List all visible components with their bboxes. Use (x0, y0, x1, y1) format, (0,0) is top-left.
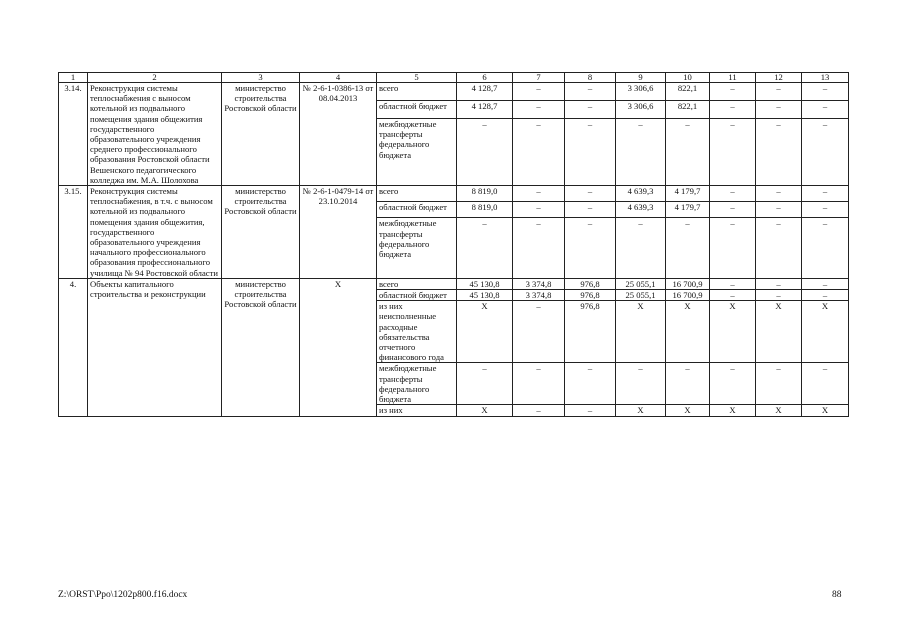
funding-source-label: межбюджетные трансферты федерального бюджета (377, 363, 457, 405)
value-cell: 822,1 (666, 83, 710, 101)
funding-source-label: всего (377, 83, 457, 101)
value-cell: – (802, 278, 849, 289)
value-cell: 4 639,3 (616, 186, 666, 202)
value-cell: – (565, 118, 616, 185)
value-cell: 3 306,6 (616, 83, 666, 101)
value-cell: – (802, 218, 849, 278)
funding-source-label: всего (377, 278, 457, 289)
value-cell: – (565, 363, 616, 405)
value-cell: – (756, 278, 802, 289)
value-cell: 16 700,9 (666, 278, 710, 289)
column-number-cell: 13 (802, 73, 849, 83)
value-cell: – (565, 83, 616, 101)
value-cell: Х (616, 301, 666, 363)
value-cell: – (802, 290, 849, 301)
column-number-cell: 8 (565, 73, 616, 83)
value-cell: – (666, 363, 710, 405)
value-cell: – (565, 100, 616, 118)
funding-source-label: областной бюджет (377, 290, 457, 301)
value-cell: 822,1 (666, 100, 710, 118)
value-cell: – (565, 186, 616, 202)
value-cell: Х (666, 405, 710, 416)
document-ref: Х (300, 278, 377, 416)
value-cell: – (802, 202, 849, 218)
value-cell: 976,8 (565, 290, 616, 301)
table-row (59, 186, 849, 202)
column-number-row (59, 73, 849, 83)
value-cell: – (513, 405, 565, 416)
value-cell: – (802, 100, 849, 118)
funding-source-label: межбюджетные трансферты федерального бюджета (377, 218, 457, 278)
value-cell: – (616, 363, 666, 405)
value-cell: – (513, 83, 565, 101)
value-cell: – (710, 118, 756, 185)
value-cell: – (756, 202, 802, 218)
value-cell: 4 128,7 (457, 83, 513, 101)
value-cell: 976,8 (565, 278, 616, 289)
value-cell: – (457, 363, 513, 405)
value-cell: Х (616, 405, 666, 416)
funding-source-label: областной бюджет (377, 100, 457, 118)
value-cell: – (802, 83, 849, 101)
value-cell: – (756, 83, 802, 101)
value-cell: – (710, 83, 756, 101)
value-cell: – (565, 405, 616, 416)
value-cell: – (513, 186, 565, 202)
responsible-org: министерство строительства Ростовской области (222, 278, 300, 416)
value-cell: 25 055,1 (616, 290, 666, 301)
value-cell: 45 130,8 (457, 290, 513, 301)
value-cell: – (802, 186, 849, 202)
value-cell: – (513, 100, 565, 118)
funding-source-label: из них (377, 405, 457, 416)
value-cell: Х (802, 405, 849, 416)
value-cell: 976,8 (565, 301, 616, 363)
value-cell: 25 055,1 (616, 278, 666, 289)
value-cell: – (756, 218, 802, 278)
table-body (59, 73, 849, 417)
column-number-cell: 11 (710, 73, 756, 83)
item-number: 3.15. (59, 186, 88, 279)
responsible-org: министерство строительства Ростовской области (222, 83, 300, 186)
item-number: 3.14. (59, 83, 88, 186)
item-number: 4. (59, 278, 88, 416)
value-cell: 8 819,0 (457, 202, 513, 218)
value-cell: Х (802, 301, 849, 363)
item-name: Реконструкция системы теплоснабжения с выносом котельной из подвального помещения здания общежития государственного образовательного учреждения среднего профессионального образования Ростовской области Вешенского педагогического колледжа им. М.А. Шолохова (88, 83, 222, 186)
column-number-cell: 3 (222, 73, 300, 83)
document-ref: № 2-6-1-0386-13 от 08.04.2013 (300, 83, 377, 186)
item-name: Реконструкция системы теплоснабжения, в т.ч. с выносом котельной из подвального помещения здания общежития, государственного образовательного учреждения начального профессионального образования профессионального училища № 94 Ростовской области (88, 186, 222, 279)
column-number-cell: 5 (377, 73, 457, 83)
value-cell: – (616, 218, 666, 278)
funding-source-label: всего (377, 186, 457, 202)
value-cell: – (756, 118, 802, 185)
value-cell: – (802, 118, 849, 185)
value-cell: – (666, 218, 710, 278)
value-cell: – (710, 290, 756, 301)
column-number-cell: 7 (513, 73, 565, 83)
value-cell: Х (710, 301, 756, 363)
value-cell: Х (710, 405, 756, 416)
value-cell: 4 639,3 (616, 202, 666, 218)
value-cell: – (710, 186, 756, 202)
value-cell: – (513, 218, 565, 278)
value-cell: – (756, 290, 802, 301)
column-number-cell: 9 (616, 73, 666, 83)
footer-page-number: 88 (832, 590, 842, 600)
value-cell: – (756, 363, 802, 405)
value-cell: – (513, 118, 565, 185)
value-cell: – (616, 118, 666, 185)
value-cell: – (710, 218, 756, 278)
value-cell: 45 130,8 (457, 278, 513, 289)
column-number-cell: 4 (300, 73, 377, 83)
document-ref: № 2-6-1-0479-14 от 23.10.2014 (300, 186, 377, 279)
value-cell: – (457, 118, 513, 185)
value-cell: – (710, 100, 756, 118)
item-name: Объекты капитального строительства и реконструкции (88, 278, 222, 416)
column-number-cell: 12 (756, 73, 802, 83)
value-cell: – (513, 301, 565, 363)
value-cell: – (710, 363, 756, 405)
value-cell: – (802, 363, 849, 405)
value-cell: Х (756, 405, 802, 416)
value-cell: 3 374,8 (513, 278, 565, 289)
value-cell: – (457, 218, 513, 278)
value-cell: Х (666, 301, 710, 363)
value-cell: – (513, 363, 565, 405)
value-cell: Х (756, 301, 802, 363)
value-cell: Х (457, 301, 513, 363)
responsible-org: министерство строительства Ростовской области (222, 186, 300, 279)
value-cell: – (756, 186, 802, 202)
column-number-cell: 2 (88, 73, 222, 83)
table-row (59, 278, 849, 289)
value-cell: 16 700,9 (666, 290, 710, 301)
value-cell: 4 179,7 (666, 186, 710, 202)
value-cell: – (666, 118, 710, 185)
value-cell: – (565, 218, 616, 278)
value-cell: – (710, 278, 756, 289)
column-number-cell: 6 (457, 73, 513, 83)
value-cell: 3 306,6 (616, 100, 666, 118)
footer-file-path: Z:\ORST\Ppo\1202p800.f16.docx (58, 590, 188, 600)
table-row (59, 83, 849, 101)
value-cell: 3 374,8 (513, 290, 565, 301)
funding-source-label: из них неисполненные расходные обязательства отчетного финансового года (377, 301, 457, 363)
budget-table (58, 72, 849, 417)
column-number-cell: 1 (59, 73, 88, 83)
value-cell: – (756, 100, 802, 118)
value-cell: Х (457, 405, 513, 416)
value-cell: 4 128,7 (457, 100, 513, 118)
funding-source-label: межбюджетные трансферты федерального бюджета (377, 118, 457, 185)
value-cell: – (710, 202, 756, 218)
value-cell: – (513, 202, 565, 218)
value-cell: – (565, 202, 616, 218)
value-cell: 4 179,7 (666, 202, 710, 218)
column-number-cell: 10 (666, 73, 710, 83)
funding-source-label: областной бюджет (377, 202, 457, 218)
value-cell: 8 819,0 (457, 186, 513, 202)
